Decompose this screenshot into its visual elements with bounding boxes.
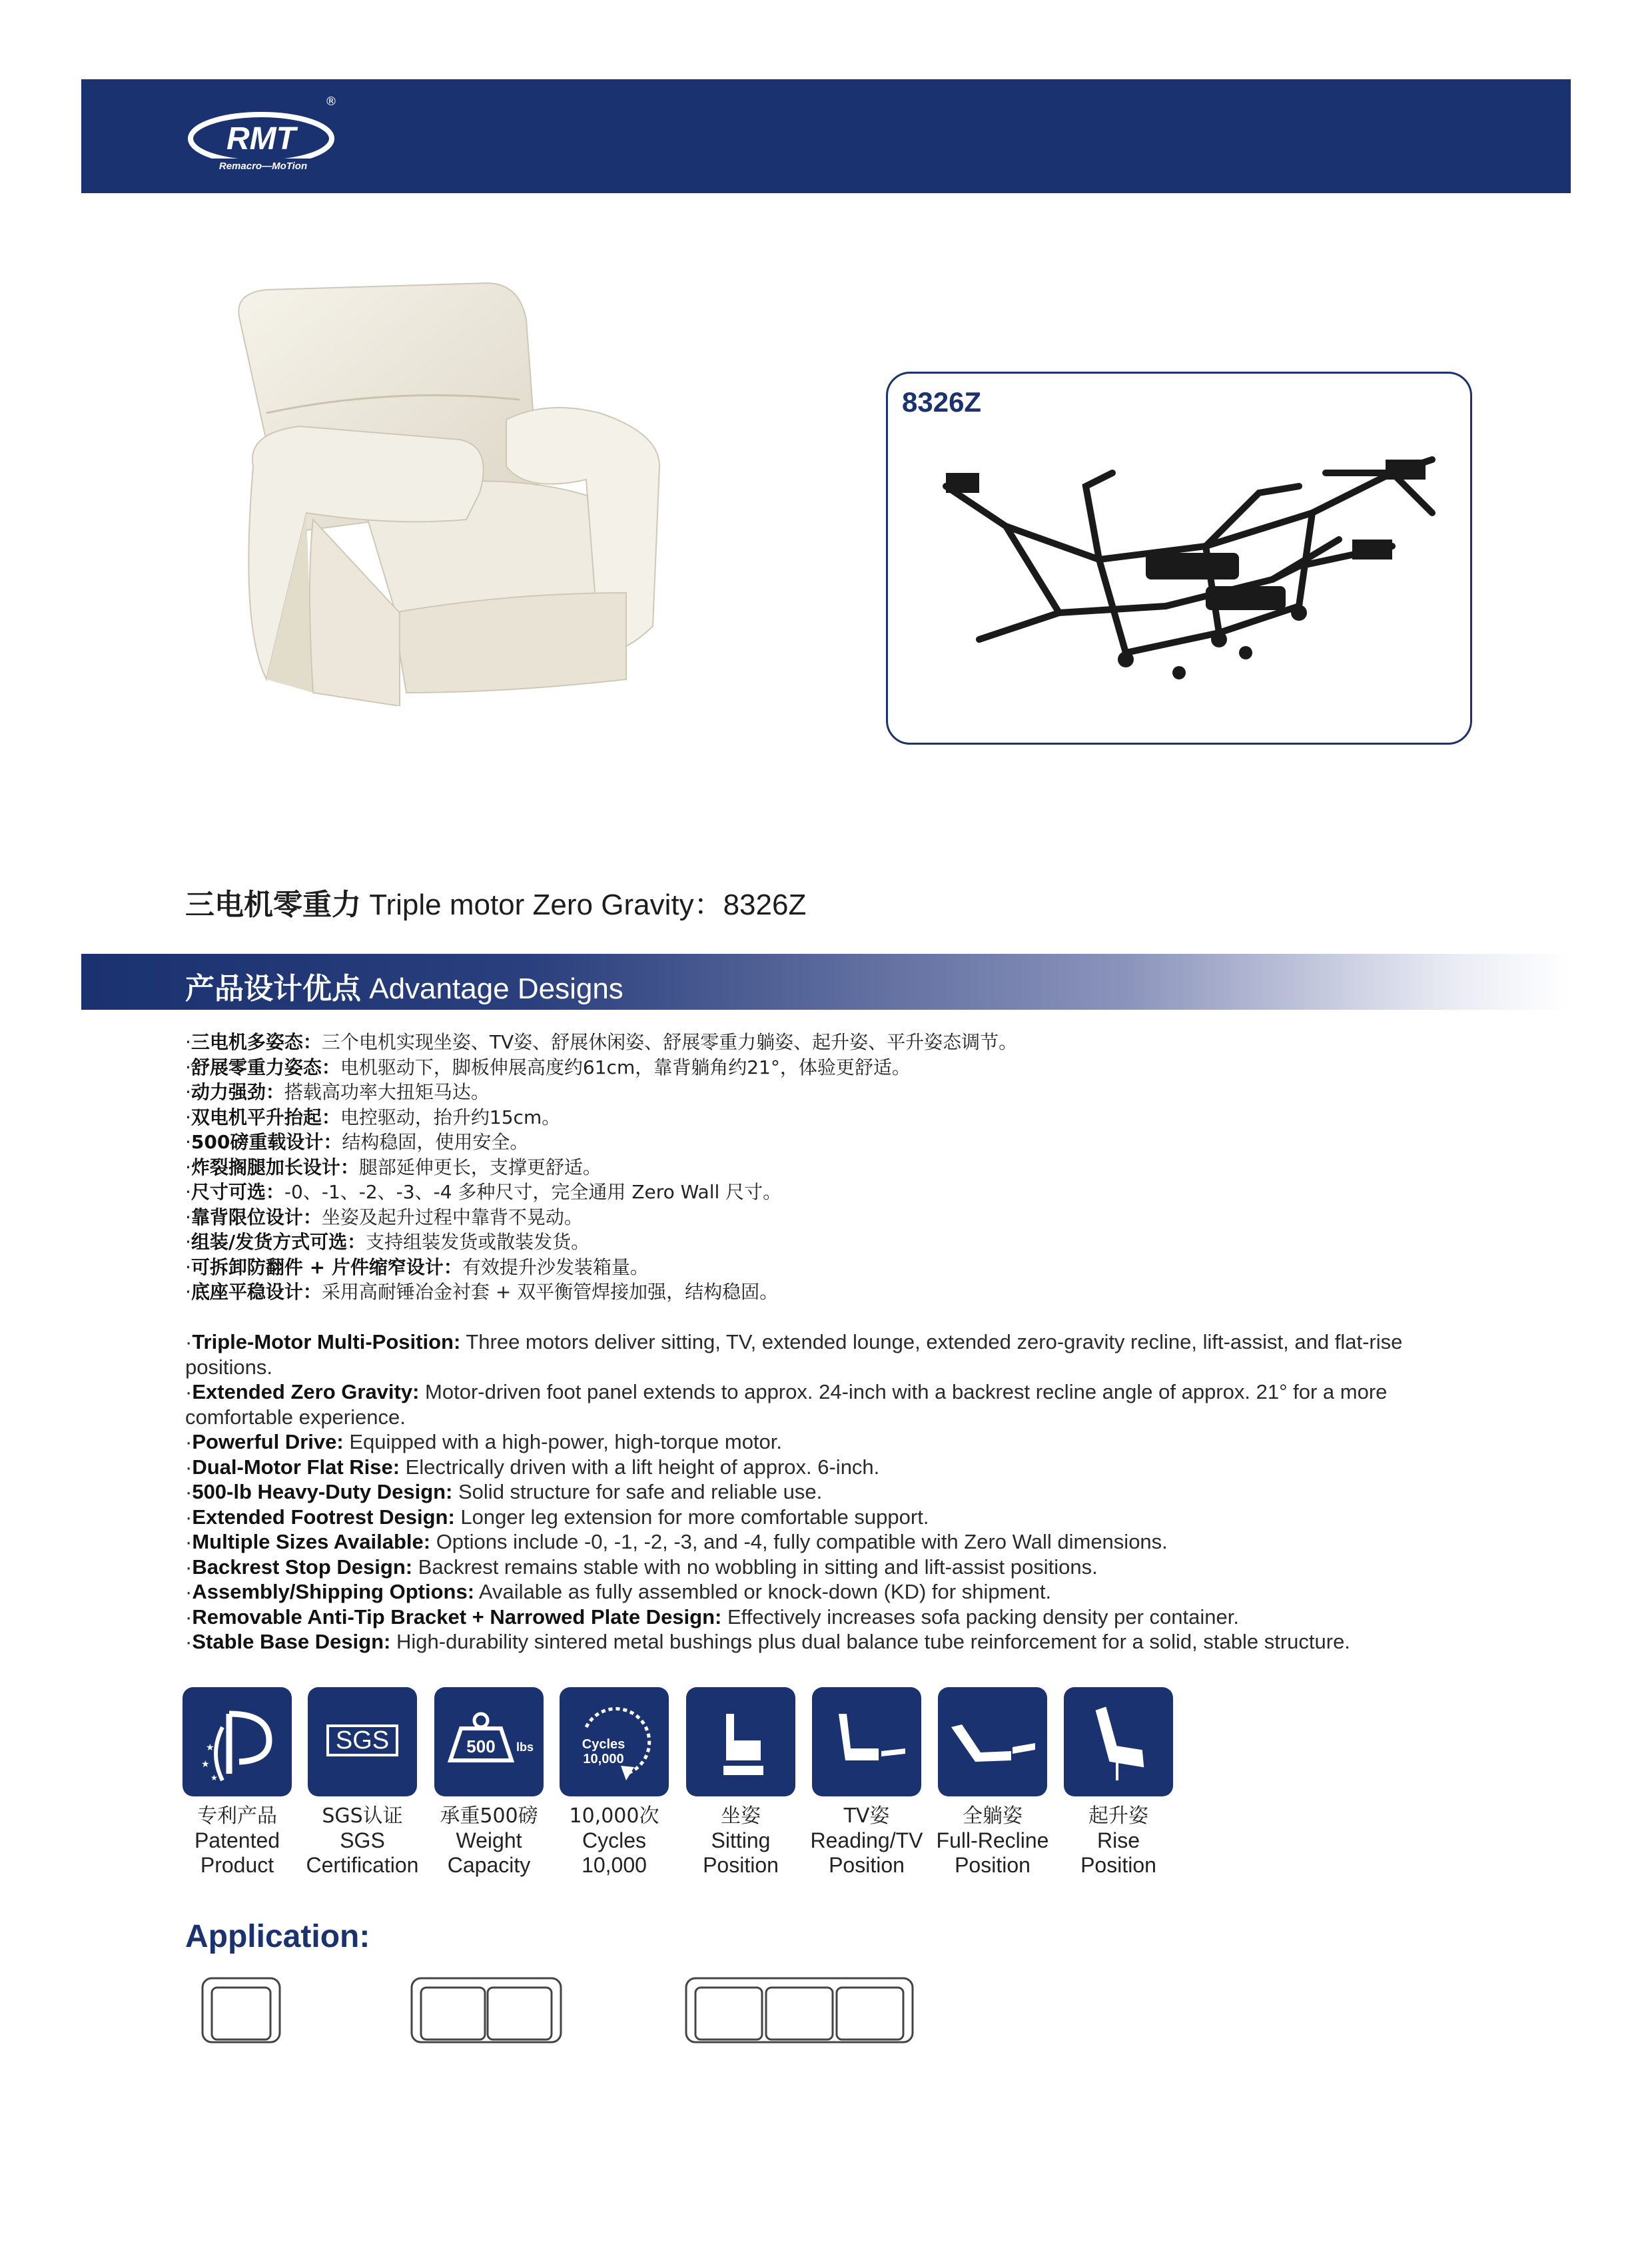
application-title: Application: (185, 1919, 370, 1954)
sgs-caption (296, 1804, 429, 1878)
caption-cn: 10,000次 (569, 1804, 659, 1828)
feature-cn-text: 电控驱动，抬升约15cm。 (340, 1106, 561, 1128)
caption-en-line2: 10,000 (582, 1853, 647, 1877)
caption-en-line2: Capacity (447, 1853, 531, 1877)
feature-en-text: Motor-driven foot panel extends to approx. 24-inch with a backrest recline angle of approx. 21° for a more comfortable experience. (185, 1380, 1388, 1429)
feature-en-item: ·Backrest Stop Design: Backrest remains stable with no wobbling in sitting and lift-assist positions. (185, 1555, 1098, 1579)
feature-en-item: ·500-lb Heavy-Duty Design: Solid structure for safe and reliable use. (185, 1480, 823, 1503)
feature-cn-label: 舒展零重力姿态： (191, 1056, 340, 1078)
feature-en-item: ·Stable Base Design: High-durability sintered metal bushings plus dual balance tube reinforcement for a solid, stable structure. (185, 1630, 1350, 1653)
registered-mark: ® (325, 95, 337, 109)
caption-cn: TV姿 (843, 1804, 890, 1828)
feature-cn-label: 靠背限位设计： (191, 1206, 322, 1228)
feature-cn-label: 炸裂搁腿加长设计： (191, 1156, 359, 1178)
mechanism-frame-photo (926, 433, 1446, 713)
caption-en-line2: Position (703, 1853, 779, 1877)
weight-icon (434, 1687, 544, 1796)
patent-caption (171, 1804, 304, 1878)
caption-en-line1: Cycles (582, 1828, 646, 1852)
feature-en-text: Available as fully assembled or knock-down (KD) for shipment. (474, 1580, 1052, 1603)
feature-cn-text: 坐姿及起升过程中靠背不晃动。 (321, 1206, 583, 1228)
feature-en-text: Options include -0, -1, -2, -3, and -4, fully compatible with Zero Wall dimensions. (430, 1530, 1168, 1553)
sgs-glyph: SGS (335, 1726, 390, 1754)
feature-cn-label: 双电机平升抬起： (191, 1106, 340, 1128)
feature-cn-item: ·三电机多姿态：三个电机实现坐姿、TV姿、舒展休闲姿、舒展零重力躺姿、起升姿、平升姿态调节。 (185, 1031, 1018, 1053)
feature-en-label: Extended Zero Gravity: (192, 1380, 420, 1403)
feature-cn-item: ·靠背限位设计：坐姿及起升过程中靠背不晃动。 (185, 1206, 583, 1228)
sitting-caption (674, 1804, 807, 1878)
caption-en-line2: Product (200, 1853, 274, 1877)
product-title-model: ：8326Z (693, 889, 807, 921)
caption-en-line2: Certification (306, 1853, 419, 1877)
rise-caption (1052, 1804, 1185, 1878)
feature-en-label: Extended Footrest Design: (192, 1505, 455, 1529)
sitting-position-icon (686, 1687, 795, 1796)
caption-cn: SGS认证 (322, 1804, 403, 1828)
cycles-icon (560, 1687, 669, 1796)
sgs-icon (308, 1687, 417, 1796)
product-title (185, 881, 806, 923)
feature-cn-text: 三个电机实现坐姿、TV姿、舒展休闲姿、舒展零重力躺姿、起升姿、平升姿态调节。 (321, 1031, 1018, 1053)
two-seat-sofa-icon (409, 1976, 564, 2045)
caption-en-line1: Weight (456, 1828, 522, 1852)
tv-caption (800, 1804, 933, 1878)
feature-en-label: Multiple Sizes Available: (192, 1530, 431, 1553)
feature-en-label: Stable Base Design: (192, 1630, 391, 1653)
caption-cn: 专利产品 (197, 1804, 277, 1828)
rise-position-icon (1064, 1687, 1173, 1796)
feature-cn-label: 底座平稳设计： (191, 1281, 322, 1303)
feature-en-text: Three motors deliver sitting, TV, extended lounge, extended zero-gravity recline, lift-assist, and flat-rise positions. (185, 1330, 1403, 1379)
caption-en-line1: Reading/TV (810, 1828, 923, 1852)
features-en-list (185, 1329, 1491, 1655)
feature-cn-label: 三电机多姿态： (191, 1031, 322, 1053)
feature-en-item: ·Triple-Motor Multi-Position: Three motors deliver sitting, TV, extended lounge, extended zero-gravity recline, lift-assist, and flat-rise positions. (185, 1330, 1403, 1379)
feature-cn-text: 有效提升沙发装箱量。 (462, 1256, 649, 1278)
feature-en-item: ·Multiple Sizes Available: Options include -0, -1, -2, -3, and -4, fully compatible with Zero Wall dimensions. (185, 1530, 1168, 1553)
caption-en-line1: SGS (340, 1828, 385, 1852)
feature-cn-text: 结构稳固，使用安全。 (342, 1131, 529, 1153)
logo-tagline: Remacro—MoTion (218, 161, 308, 172)
svg-text:★: ★ (201, 1759, 210, 1770)
feature-en-item: ·Removable Anti-Tip Bracket + Narrowed Plate Design: Effectively increases sofa packing density per container. (185, 1605, 1239, 1629)
feature-en-text: Backrest remains stable with no wobbling in sitting and lift-assist positions. (412, 1555, 1098, 1579)
feature-en-text: High-durability sintered metal bushings plus dual balance tube reinforcement for a solid, stable structure. (390, 1630, 1350, 1653)
feature-en-text: Longer leg extension for more comfortable support. (454, 1505, 929, 1529)
feature-en-label: Backrest Stop Design: (192, 1555, 413, 1579)
feature-cn-item: ·炸裂搁腿加长设计：腿部延伸更长，支撑更舒适。 (185, 1156, 602, 1178)
feature-en-text: Electrically driven with a lift height of approx. 6-inch. (400, 1455, 880, 1479)
feature-en-item: ·Extended Zero Gravity: Motor-driven foot panel extends to approx. 24-inch with a backrest recline angle of approx. 21° for a more comfortable experience. (185, 1380, 1388, 1429)
product-title-cn: 三电机零重力 (185, 888, 361, 922)
feature-en-text: Equipped with a high-power, high-torque motor. (343, 1430, 783, 1453)
caption-en-line1: Patented (194, 1828, 280, 1852)
recliner-chair-photo (226, 280, 746, 706)
feature-cn-text: 采用高耐锤冶金衬套 + 双平衡管焊接加强，结构稳固。 (321, 1281, 779, 1303)
caption-en-line1: Full-Recline (936, 1828, 1049, 1852)
features-cn-list (185, 1030, 1491, 1305)
tv-position-icon (812, 1687, 921, 1796)
feature-cn-text: -0、-1、-2、-3、-4 多种尺寸，完全通用 Zero Wall 尺寸。 (284, 1181, 782, 1203)
feature-cn-label: 组装/发货方式可选： (191, 1231, 366, 1253)
cycles-glyph-count: 10,000 (583, 1752, 624, 1766)
caption-en-line2: Position (829, 1853, 905, 1877)
weight-glyph: 500 (466, 1736, 496, 1756)
full-recline-icon (938, 1687, 1047, 1796)
feature-en-label: Assembly/Shipping Options: (192, 1580, 475, 1603)
section-title-cn: 产品设计优点 (185, 972, 361, 1006)
caption-cn: 起升姿 (1088, 1804, 1148, 1828)
feature-cn-text: 电机驱动下，脚板伸展高度约61cm，靠背躺角约21°，体验更舒适。 (340, 1056, 911, 1078)
cycles-glyph: Cycles (582, 1737, 625, 1752)
feature-cn-label: 动力强劲： (191, 1081, 284, 1103)
section-title (185, 964, 623, 1007)
feature-cn-text: 支持组装发货或散装发货。 (366, 1231, 590, 1253)
feature-cn-item: ·组装/发货方式可选：支持组装发货或散装发货。 (185, 1231, 590, 1253)
weight-caption (422, 1804, 556, 1878)
brand-logo[interactable] (187, 109, 340, 173)
weight-unit: lbs (516, 1740, 534, 1754)
svg-text:★: ★ (210, 1773, 218, 1782)
feature-en-label: Dual-Motor Flat Rise: (192, 1455, 400, 1479)
caption-en-line1: Sitting (711, 1828, 771, 1852)
caption-en-line2: Position (955, 1853, 1031, 1877)
product-title-en: Triple motor Zero Gravity (361, 889, 694, 921)
caption-en-line1: Rise (1096, 1828, 1140, 1852)
feature-cn-item: ·舒展零重力姿态：电机驱动下，脚板伸展高度约61cm，靠背躺角约21°，体验更舒适。 (185, 1056, 911, 1078)
feature-en-label: Powerful Drive: (192, 1430, 344, 1453)
feature-en-text: Effectively increases sofa packing density per container. (721, 1605, 1239, 1629)
feature-cn-item: ·尺寸可选：-0、-1、-2、-3、-4 多种尺寸，完全通用 Zero Wall 尺寸。 (185, 1181, 782, 1203)
feature-cn-item: ·500磅重载设计：结构稳固，使用安全。 (185, 1131, 529, 1153)
caption-cn: 坐姿 (721, 1804, 761, 1828)
caption-cn: 全躺姿 (963, 1804, 1023, 1828)
cycles-caption (548, 1804, 681, 1878)
logo-text: RMT (226, 121, 296, 157)
feature-cn-text: 搭载高功率大扭矩马达。 (284, 1081, 490, 1103)
feature-cn-item: ·双电机平升抬起：电控驱动，抬升约15cm。 (185, 1106, 561, 1128)
feature-en-item: ·Dual-Motor Flat Rise: Electrically driven with a lift height of approx. 6-inch. (185, 1455, 880, 1479)
three-seat-sofa-icon (683, 1976, 915, 2045)
feature-en-label: 500-lb Heavy-Duty Design: (192, 1480, 453, 1503)
feature-en-text: Solid structure for safe and reliable use. (452, 1480, 823, 1503)
full-recline-caption (926, 1804, 1059, 1878)
feature-cn-item: ·底座平稳设计：采用高耐锤冶金衬套 + 双平衡管焊接加强，结构稳固。 (185, 1281, 779, 1303)
feature-cn-item: ·可拆卸防翻件 + 片件缩窄设计：有效提升沙发装箱量。 (185, 1256, 649, 1278)
feature-cn-text: 腿部延伸更长，支撑更舒适。 (358, 1156, 602, 1178)
feature-en-item: ·Assembly/Shipping Options: Available as fully assembled or knock-down (KD) for shipment. (185, 1580, 1052, 1603)
feature-en-label: Triple-Motor Multi-Position: (192, 1330, 461, 1353)
feature-cn-label: 500磅重载设计： (191, 1131, 342, 1153)
single-seat-sofa-icon (200, 1976, 282, 2045)
feature-cn-label: 尺寸可选： (191, 1181, 284, 1203)
caption-en-line2: Position (1080, 1853, 1156, 1877)
section-title-en: Advantage Designs (361, 972, 623, 1005)
mechanism-model-label: 8326Z (902, 386, 982, 418)
feature-en-item: ·Powerful Drive: Equipped with a high-power, high-torque motor. (185, 1430, 783, 1453)
caption-cn: 承重500磅 (440, 1804, 538, 1828)
feature-cn-label: 可拆卸防翻件 + 片件缩窄设计： (191, 1256, 462, 1278)
svg-text:★: ★ (206, 1742, 214, 1753)
feature-cn-item: ·动力强劲：搭载高功率大扭矩马达。 (185, 1081, 490, 1103)
feature-en-label: Removable Anti-Tip Bracket + Narrowed Plate Design: (192, 1605, 722, 1629)
feature-en-item: ·Extended Footrest Design: Longer leg extension for more comfortable support. (185, 1505, 929, 1529)
patent-icon (183, 1687, 292, 1796)
